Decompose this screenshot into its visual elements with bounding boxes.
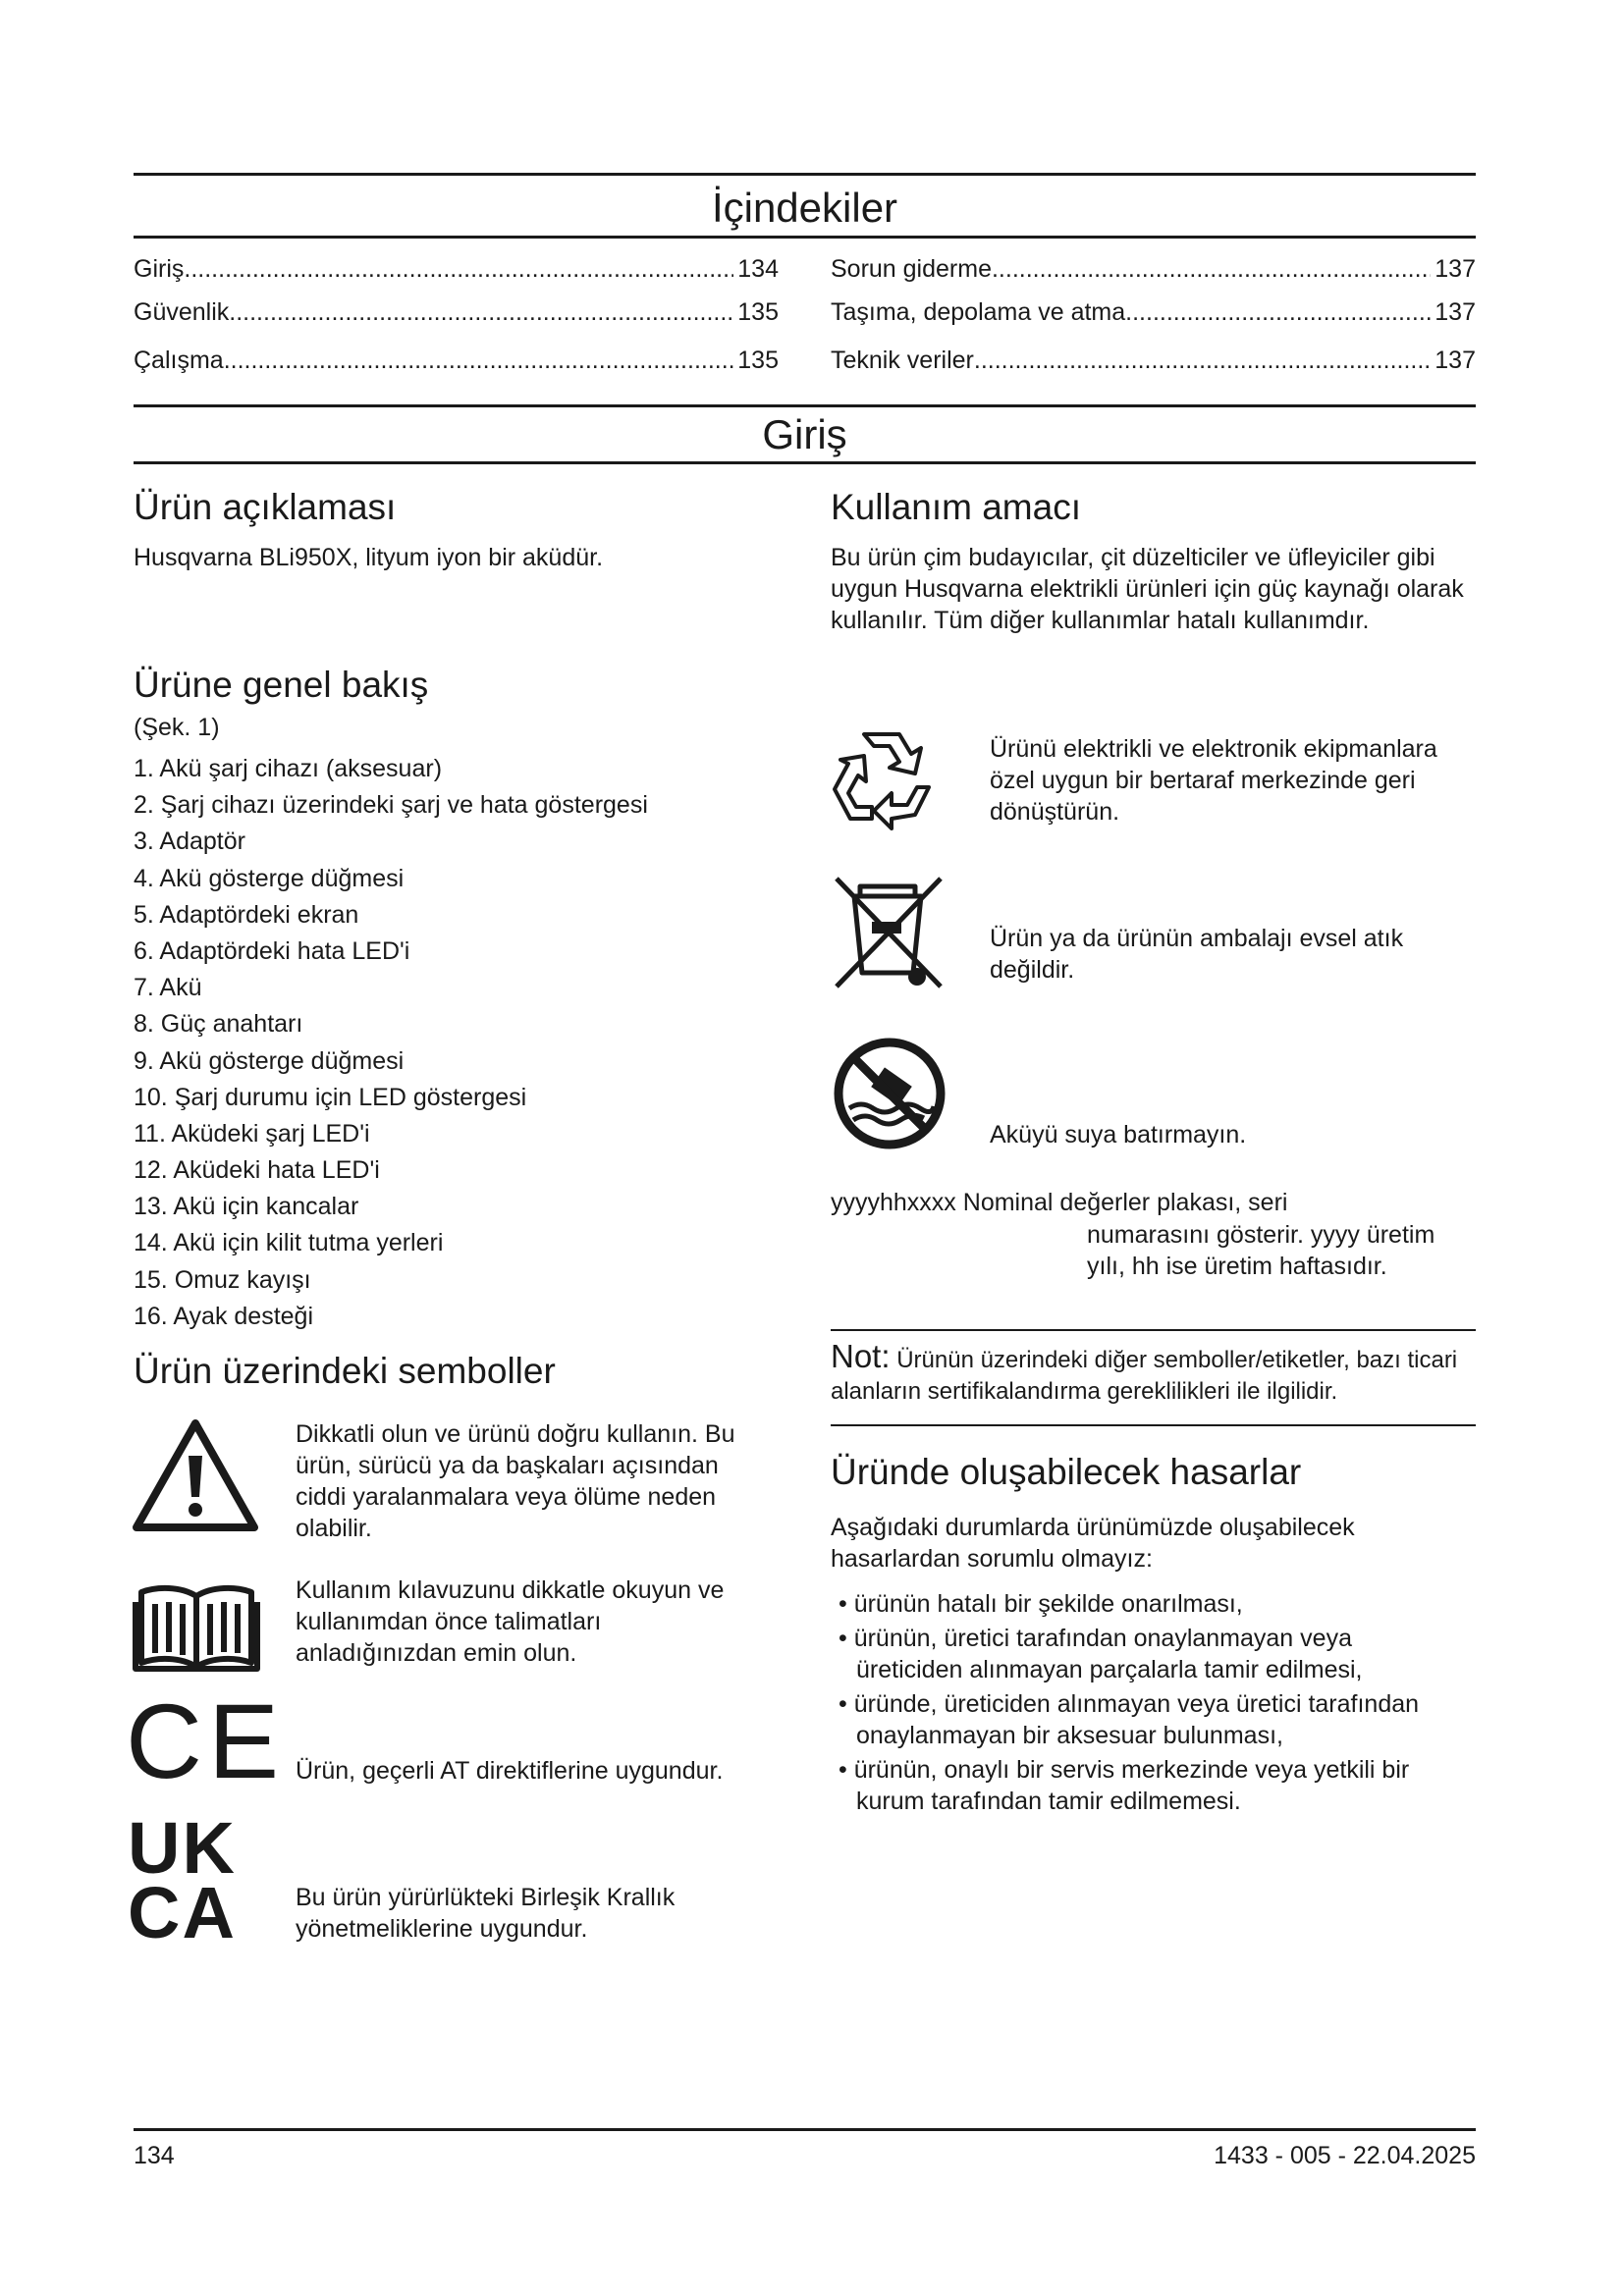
toc-entry[interactable] xyxy=(134,346,779,375)
rating-plate-text-line1: Nominal değerler plakası, seri xyxy=(962,1189,1288,1216)
list-item: 9. Akü gösterge düğmesi xyxy=(134,1046,405,1075)
toc-top-rule xyxy=(134,173,1476,176)
intro-title: Giriş xyxy=(762,411,847,457)
damages-list xyxy=(813,1588,1461,1820)
list-item: 3. Adaptör xyxy=(134,828,245,856)
toc-entry[interactable] xyxy=(134,297,779,327)
overview-figure-ref: (Şek. 1) xyxy=(134,714,220,741)
list-item: 8. Güç anahtarı xyxy=(134,1010,303,1039)
list-item: • ürünün, onaylı bir servis merkezinde veya yetkili bir kurum tarafından tamir edilmemesi. xyxy=(813,1754,1461,1817)
warning-triangle-icon xyxy=(132,1418,259,1532)
toc-entry-label: Teknik veriler xyxy=(831,347,974,374)
note-bottom-rule xyxy=(831,1424,1476,1426)
list-item: 13. Akü için kancalar xyxy=(134,1193,359,1221)
symbols-heading: Ürün üzerindeki semboller xyxy=(134,1351,556,1391)
list-item: 12. Aküdeki hata LED'i xyxy=(134,1156,380,1185)
rating-plate-code: yyyyhhxxxx xyxy=(831,1189,956,1216)
rating-plate-text: numarasını gösterir. yyyy üretim yılı, hh ise üretim haftasıdır. xyxy=(1087,1221,1435,1280)
toc-entry[interactable] xyxy=(831,297,1476,327)
weee-symbol-text: Ürün ya da ürünün ambalajı evsel atık değildir. xyxy=(990,925,1404,984)
footer-rule xyxy=(134,2128,1476,2131)
list-item: • ürünün hatalı bir şekilde onarılması, xyxy=(813,1588,1461,1620)
toc-entry-page: 137 xyxy=(1435,298,1476,326)
ce-symbol-text: Ürün, geçerli AT direktiflerine uygundur. xyxy=(296,1757,724,1785)
toc-entry[interactable] xyxy=(134,254,779,284)
toc-title: İçindekiler xyxy=(711,185,898,231)
overview-list xyxy=(134,751,782,1335)
intended-use-heading: Kullanım amacı xyxy=(831,487,1081,527)
ce-mark-icon: CE xyxy=(126,1682,286,1800)
note-top-rule xyxy=(831,1329,1476,1331)
ukca-mark-top: UK xyxy=(128,1807,237,1889)
product-description-text: Husqvarna BLi950X, lityum iyon bir aküdür. xyxy=(134,544,604,571)
warning-symbol-text: Dikkatli olun ve ürünü doğru kullanın. Bu ürün, sürücü ya da başkaları açısından ciddi yaralanmalara veya ölüme neden olabilir. xyxy=(296,1420,735,1542)
list-item: 5. Adaptördeki ekran xyxy=(134,900,359,929)
list-item: 16. Ayak desteği xyxy=(134,1302,314,1330)
overview-heading: Ürüne genel bakış xyxy=(134,665,429,705)
toc-entry-page: 135 xyxy=(737,347,779,374)
list-item: 10. Şarj durumu için LED göstergesi xyxy=(134,1083,527,1111)
list-item: 4. Akü gösterge düğmesi xyxy=(134,864,405,892)
toc-entry-label: Güvenlik xyxy=(134,298,230,326)
note-label: Not: xyxy=(831,1338,891,1374)
toc-entry-label: Çalışma xyxy=(134,347,224,374)
list-item: 1. Akü şarj cihazı (aksesuar) xyxy=(134,755,443,782)
toc-entry-page: 137 xyxy=(1435,347,1476,374)
damages-intro: Aşağıdaki durumlarda ürünümüzde oluşabilecek hasarlardan sorumlu olmayız: xyxy=(831,1514,1355,1573)
note-block xyxy=(831,1338,1479,1408)
list-item: 6. Adaptördeki hata LED'i xyxy=(134,936,410,965)
crossed-bin-icon xyxy=(827,871,950,994)
footer-doc-ref: 1433 - 005 - 22.04.2025 xyxy=(1214,2142,1476,2169)
list-item: 15. Omuz kayışı xyxy=(134,1265,311,1294)
open-book-icon xyxy=(132,1578,261,1673)
manual-symbol-text: Kullanım kılavuzunu dikkatle okuyun ve kullanımdan önce talimatları anladığınızdan emin olun. xyxy=(296,1576,725,1667)
toc-entry[interactable] xyxy=(831,254,1476,284)
toc-entry-page: 137 xyxy=(1435,255,1476,283)
list-item: • ürünün, üretici tarafından onaylanmayan veya üreticiden alınmayan parçalarla tamir edilmesi, xyxy=(813,1623,1461,1685)
list-item: • üründe, üreticiden alınmayan veya üretici tarafından onaylanmayan bir aksesuar bulunması, xyxy=(813,1688,1461,1751)
toc-entry[interactable] xyxy=(831,346,1476,375)
rating-plate-line1 xyxy=(831,1187,1479,1218)
damages-heading: Üründe oluşabilecek hasarlar xyxy=(831,1452,1302,1492)
intended-use-text: Bu ürün çim budayıcılar, çit düzelticiler ve üfleyiciler gibi uygun Husqvarna elektrikli ürünleri için güç kaynağı olarak kullanılır. Tüm diğer kullanımlar hatalı kullanımdır. xyxy=(831,544,1464,634)
toc-entry-label: Sorun giderme xyxy=(831,255,992,283)
toc-entry-page: 134 xyxy=(737,255,779,283)
footer-page-number: 134 xyxy=(134,2142,175,2169)
note-text: Ürünün üzerindeki diğer semboller/etiketler, bazı ticari alanların sertifikalandırma gereklilikleri ile ilgilidir. xyxy=(831,1347,1458,1405)
intro-top-rule xyxy=(134,404,1476,407)
ukca-symbol-text: Bu ürün yürürlükteki Birleşik Krallık yönetmeliklerine uygundur. xyxy=(296,1884,676,1943)
no-water-symbol-text: Aküyü suya batırmayın. xyxy=(990,1121,1247,1148)
ukca-mark-bottom: CA xyxy=(128,1872,237,1953)
toc-entry-label: Giriş xyxy=(134,255,185,283)
recycle-symbol-text: Ürünü elektrikli ve elektronik ekipmanlara özel uygun bir bertaraf merkezinde geri dönüştürün. xyxy=(990,735,1437,826)
no-immersion-icon xyxy=(832,1036,947,1151)
list-item: 7. Akü xyxy=(134,974,202,1002)
list-item: 2. Şarj cihazı üzerindeki şarj ve hata göstergesi xyxy=(134,791,648,820)
toc-title-rule xyxy=(134,236,1476,239)
toc-entry-page: 135 xyxy=(737,298,779,326)
product-description-heading: Ürün açıklaması xyxy=(134,487,397,527)
toc-entry-label: Taşıma, depolama ve atma xyxy=(831,298,1126,326)
recycle-icon xyxy=(827,724,937,832)
ukca-mark-icon xyxy=(128,1807,265,1953)
list-item: 11. Aküdeki şarj LED'i xyxy=(134,1119,370,1148)
list-item: 14. Akü için kilit tutma yerleri xyxy=(134,1229,444,1257)
intro-title-rule xyxy=(134,461,1476,464)
